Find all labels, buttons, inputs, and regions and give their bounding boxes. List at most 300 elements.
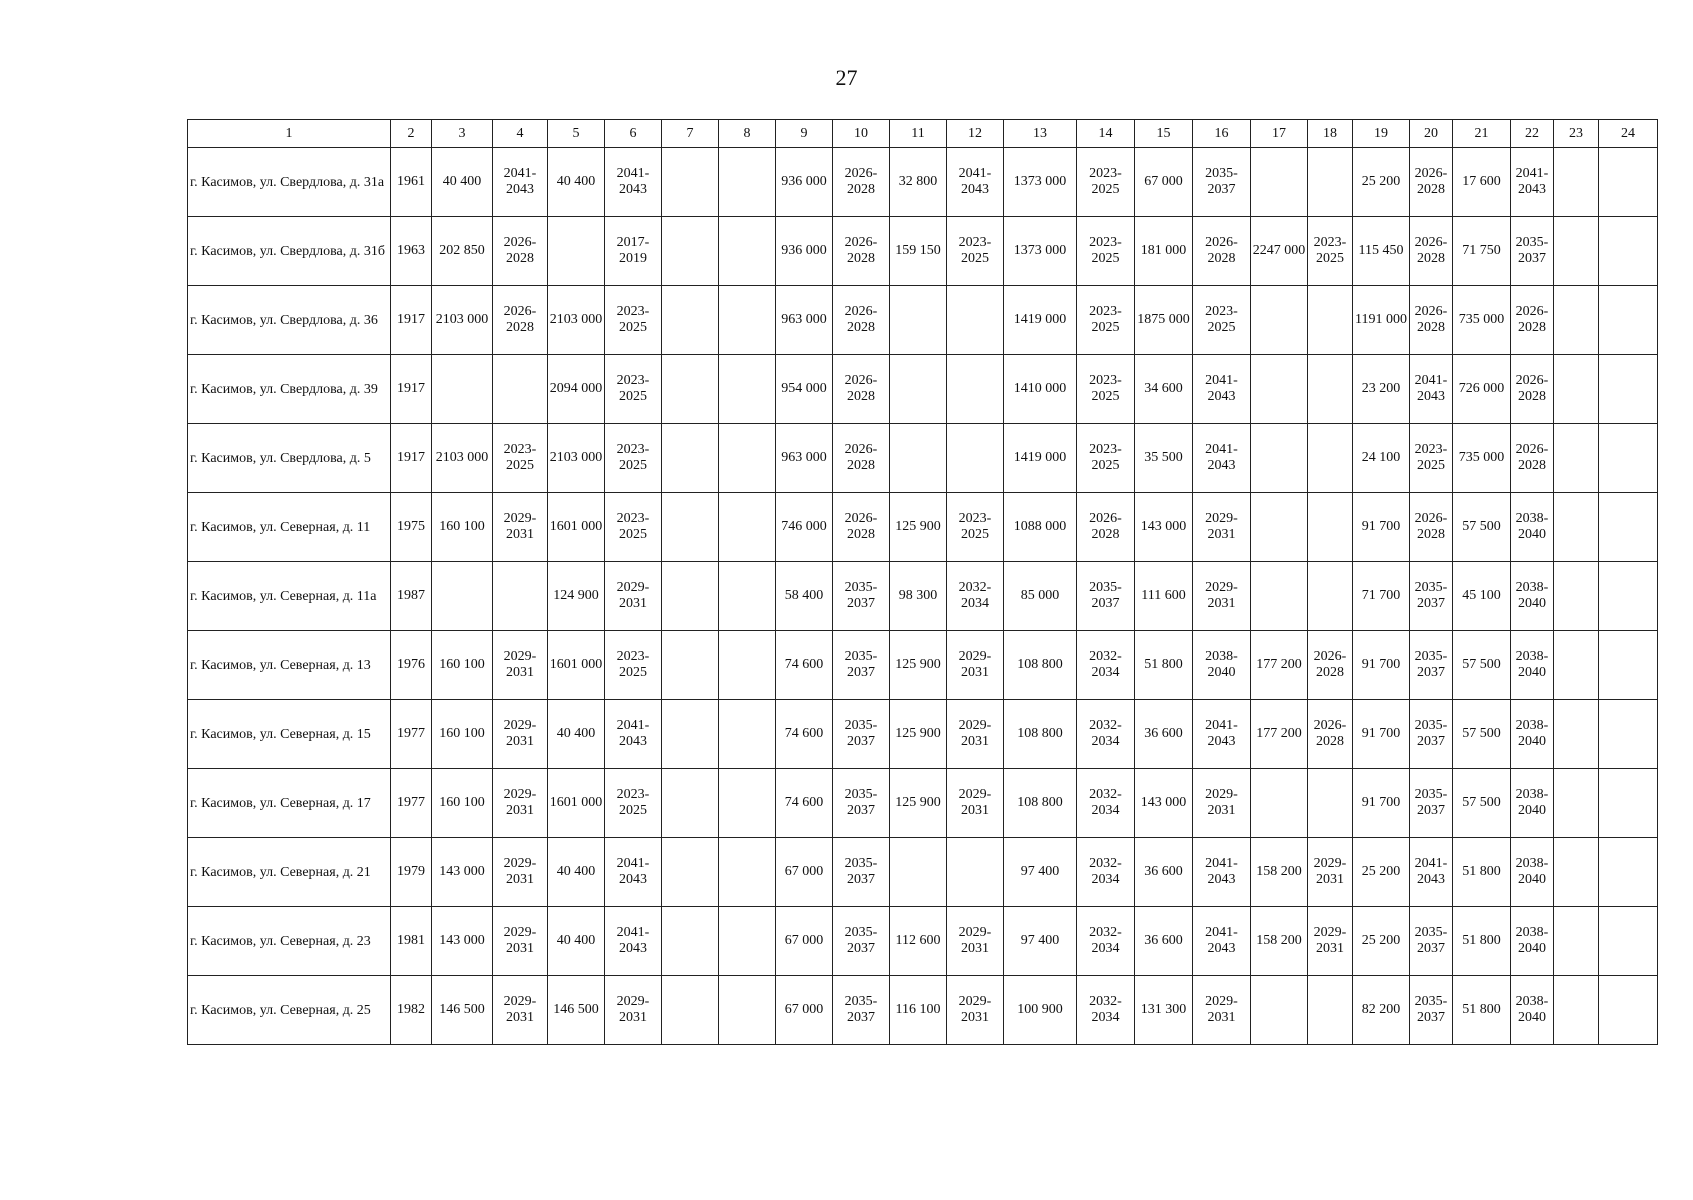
table-cell: 2035-2037 [1193,148,1251,217]
table-cell [493,355,548,424]
table-cell: 2026-2028 [833,217,890,286]
table-cell [1308,424,1353,493]
table-cell: 2035-2037 [833,769,890,838]
table-cell: 1601 000 [548,769,605,838]
table-cell [719,838,776,907]
table-cell: 40 400 [548,700,605,769]
table-cell: 2041-2043 [1410,355,1453,424]
table-cell: 36 600 [1135,907,1193,976]
table-cell: 71 750 [1453,217,1511,286]
table-cell: 2247 000 [1251,217,1308,286]
table-cell [1554,424,1599,493]
table-cell [1554,907,1599,976]
table-cell: 2038-2040 [1511,907,1554,976]
table-cell: 2032-2034 [1077,907,1135,976]
table-cell: 2032-2034 [1077,976,1135,1045]
table-cell: 67 000 [776,907,833,976]
table-cell: 2038-2040 [1511,769,1554,838]
table-cell [1251,424,1308,493]
table-cell: 32 800 [890,148,947,217]
column-header: 24 [1599,120,1658,148]
table-cell: 2026-2028 [1308,631,1353,700]
table-cell: 51 800 [1453,838,1511,907]
table-cell: 2023-2025 [605,286,662,355]
table-cell: 2023-2025 [1193,286,1251,355]
table-cell: 2041-2043 [1193,907,1251,976]
table-cell: 2029-2031 [493,769,548,838]
column-header: 19 [1353,120,1410,148]
table-cell: 57 500 [1453,631,1511,700]
table-cell: 2023-2025 [493,424,548,493]
table-cell: 2038-2040 [1511,838,1554,907]
table-cell: 2023-2025 [605,355,662,424]
table-cell [719,493,776,562]
table-cell: 2035-2037 [833,562,890,631]
table-body [188,148,1658,1045]
table-cell: 112 600 [890,907,947,976]
table-cell: 85 000 [1004,562,1077,631]
table-cell: 177 200 [1251,700,1308,769]
table-cell: 2029-2031 [493,700,548,769]
table-cell: 2029-2031 [493,493,548,562]
table-cell: 2023-2025 [605,493,662,562]
table-cell: 2035-2037 [1410,976,1453,1045]
column-header: 2 [391,120,432,148]
table-cell: 2041-2043 [605,907,662,976]
table-cell: 1977 [391,769,432,838]
table-cell: 2026-2028 [493,217,548,286]
table-cell: 963 000 [776,286,833,355]
column-header: 16 [1193,120,1251,148]
table-cell: 2035-2037 [1410,562,1453,631]
table-cell [1599,907,1658,976]
table-cell [1308,355,1353,424]
table-cell: 91 700 [1353,631,1410,700]
table-row [188,907,1658,976]
table-cell [947,838,1004,907]
table-cell: 1373 000 [1004,148,1077,217]
table-cell: 2041-2043 [605,838,662,907]
table-cell [890,355,947,424]
table-cell [1599,976,1658,1045]
table-row [188,286,1658,355]
table-cell [1251,562,1308,631]
table-cell: 125 900 [890,493,947,562]
table-cell: 2041-2043 [1193,424,1251,493]
table-cell: 2023-2025 [605,769,662,838]
table-cell: 97 400 [1004,907,1077,976]
table-cell: 2023-2025 [1077,217,1135,286]
table-cell: 2029-2031 [493,631,548,700]
table-cell [1308,286,1353,355]
table-cell: 100 900 [1004,976,1077,1045]
table-cell: 57 500 [1453,700,1511,769]
table-cell: 45 100 [1453,562,1511,631]
table-cell: 2035-2037 [1410,700,1453,769]
table-cell: 2026-2028 [833,424,890,493]
table-cell [662,493,719,562]
table-cell: 98 300 [890,562,947,631]
table-cell [1599,700,1658,769]
table-cell: 111 600 [1135,562,1193,631]
table-cell: 143 000 [432,838,493,907]
table-cell: 158 200 [1251,907,1308,976]
table-cell: 58 400 [776,562,833,631]
table-cell: 2029-2031 [1308,907,1353,976]
table-cell: 2023-2025 [1077,148,1135,217]
table-cell: 25 200 [1353,148,1410,217]
table-cell [548,217,605,286]
address-cell: г. Касимов, ул. Свердлова, д. 39 [188,355,391,424]
table-cell: 146 500 [548,976,605,1045]
address-cell: г. Касимов, ул. Свердлова, д. 31а [188,148,391,217]
table-row [188,355,1658,424]
column-header: 23 [1554,120,1599,148]
table-cell [662,907,719,976]
table-cell: 160 100 [432,493,493,562]
table-cell: 1977 [391,700,432,769]
table-cell: 2041-2043 [1410,838,1453,907]
table-cell: 35 500 [1135,424,1193,493]
table-cell [1251,355,1308,424]
table-cell [719,631,776,700]
table-cell: 2026-2028 [1410,148,1453,217]
table-cell: 36 600 [1135,700,1193,769]
table-cell: 40 400 [432,148,493,217]
table-cell [1251,493,1308,562]
table-cell: 74 600 [776,631,833,700]
table-cell [662,562,719,631]
table-cell: 2029-2031 [1193,976,1251,1045]
table-cell: 67 000 [776,976,833,1045]
table-cell: 51 800 [1453,976,1511,1045]
table-cell: 2026-2028 [833,355,890,424]
table-cell: 160 100 [432,631,493,700]
table-cell [719,355,776,424]
table-cell: 2023-2025 [1308,217,1353,286]
address-cell: г. Касимов, ул. Свердлова, д. 31б [188,217,391,286]
address-cell: г. Касимов, ул. Северная, д. 25 [188,976,391,1045]
table-cell: 1987 [391,562,432,631]
table-cell: 2029-2031 [1193,493,1251,562]
table-row [188,976,1658,1045]
table-cell: 2026-2028 [1193,217,1251,286]
table-cell [1554,838,1599,907]
table-cell: 746 000 [776,493,833,562]
header-row [188,120,1658,148]
table-cell: 2029-2031 [947,769,1004,838]
table-cell: 1961 [391,148,432,217]
table-cell [662,700,719,769]
table-row [188,217,1658,286]
table-cell: 202 850 [432,217,493,286]
table-cell: 936 000 [776,217,833,286]
column-header: 21 [1453,120,1511,148]
column-header: 14 [1077,120,1135,148]
table-cell: 2035-2037 [1511,217,1554,286]
table-cell: 1976 [391,631,432,700]
table-cell [1554,355,1599,424]
address-cell: г. Касимов, ул. Свердлова, д. 5 [188,424,391,493]
table-cell: 1975 [391,493,432,562]
table-cell: 2026-2028 [1410,217,1453,286]
table-cell [1554,217,1599,286]
table-cell [719,907,776,976]
table-cell: 2041-2043 [1511,148,1554,217]
address-cell: г. Касимов, ул. Северная, д. 23 [188,907,391,976]
table-cell: 2029-2031 [1308,838,1353,907]
table-cell [719,562,776,631]
address-cell: г. Касимов, ул. Северная, д. 17 [188,769,391,838]
table-cell: 91 700 [1353,493,1410,562]
table-cell: 2103 000 [432,286,493,355]
table-cell: 91 700 [1353,700,1410,769]
table-cell: 2035-2037 [1410,631,1453,700]
table-cell: 1601 000 [548,631,605,700]
table-cell: 726 000 [1453,355,1511,424]
table-cell [1251,286,1308,355]
table-cell: 2041-2043 [1193,355,1251,424]
column-header: 8 [719,120,776,148]
table-cell [662,424,719,493]
table-cell: 2026-2028 [1410,286,1453,355]
table-cell: 24 100 [1353,424,1410,493]
table-cell [890,424,947,493]
table-row [188,769,1658,838]
table-cell: 1981 [391,907,432,976]
table-cell: 1917 [391,355,432,424]
table-cell [1599,769,1658,838]
table-cell: 2029-2031 [493,838,548,907]
table-row [188,700,1658,769]
table-cell [1599,355,1658,424]
table-cell [890,838,947,907]
table-cell [1308,769,1353,838]
table-cell: 40 400 [548,838,605,907]
table-cell [662,631,719,700]
table-cell: 2029-2031 [493,907,548,976]
table-cell: 2029-2031 [1193,562,1251,631]
column-header: 9 [776,120,833,148]
table-cell: 2029-2031 [605,976,662,1045]
table-cell [1599,286,1658,355]
table-cell: 23 200 [1353,355,1410,424]
table-cell [1251,976,1308,1045]
table-cell: 125 900 [890,769,947,838]
table-cell: 2041-2043 [1193,700,1251,769]
table-row [188,631,1658,700]
table-cell: 2026-2028 [833,148,890,217]
table-cell: 2029-2031 [947,907,1004,976]
table-cell [662,286,719,355]
table-cell: 97 400 [1004,838,1077,907]
table-cell: 2026-2028 [1077,493,1135,562]
table-cell: 2094 000 [548,355,605,424]
table-cell: 2038-2040 [1193,631,1251,700]
table-cell [662,355,719,424]
address-cell: г. Касимов, ул. Северная, д. 11 [188,493,391,562]
page-number: 27 [835,65,858,90]
table-cell: 2023-2025 [1410,424,1453,493]
table-cell: 2035-2037 [1410,769,1453,838]
table-cell: 2041-2043 [605,148,662,217]
table-cell: 143 000 [1135,769,1193,838]
table-cell [1554,631,1599,700]
table-cell: 1875 000 [1135,286,1193,355]
table-cell [1308,493,1353,562]
address-cell: г. Касимов, ул. Северная, д. 21 [188,838,391,907]
table-cell: 125 900 [890,631,947,700]
table-cell [1599,493,1658,562]
table-cell: 36 600 [1135,838,1193,907]
table-row [188,562,1658,631]
table-cell: 160 100 [432,700,493,769]
address-cell: г. Касимов, ул. Свердлова, д. 36 [188,286,391,355]
table-cell: 2032-2034 [1077,838,1135,907]
table-row [188,493,1658,562]
table-cell: 143 000 [432,907,493,976]
table-cell: 57 500 [1453,769,1511,838]
table-cell: 2023-2025 [605,424,662,493]
table-cell: 2041-2043 [493,148,548,217]
table-cell [1554,148,1599,217]
column-header: 5 [548,120,605,148]
table-cell [719,700,776,769]
table-cell: 2038-2040 [1511,631,1554,700]
table-cell [1308,976,1353,1045]
table-cell: 146 500 [432,976,493,1045]
table-cell: 34 600 [1135,355,1193,424]
table-cell [1599,838,1658,907]
table-cell: 2023-2025 [947,217,1004,286]
table-cell: 143 000 [1135,493,1193,562]
column-header: 18 [1308,120,1353,148]
table-row [188,838,1658,907]
table-cell [1554,562,1599,631]
table-cell: 159 150 [890,217,947,286]
table-cell [1599,217,1658,286]
table-cell: 2026-2028 [493,286,548,355]
table-cell: 71 700 [1353,562,1410,631]
table-cell [1251,148,1308,217]
table-cell: 2026-2028 [833,493,890,562]
column-header: 22 [1511,120,1554,148]
table-cell [662,769,719,838]
table-cell [493,562,548,631]
table-cell: 2032-2034 [1077,631,1135,700]
table-cell [719,976,776,1045]
table-cell [662,148,719,217]
table-cell: 2035-2037 [833,631,890,700]
table-cell: 124 900 [548,562,605,631]
column-header: 10 [833,120,890,148]
address-cell: г. Касимов, ул. Северная, д. 11а [188,562,391,631]
column-header: 6 [605,120,662,148]
table-cell: 2023-2025 [1077,286,1135,355]
column-header: 15 [1135,120,1193,148]
table-cell [1554,700,1599,769]
table-cell: 1601 000 [548,493,605,562]
table-cell: 2035-2037 [1410,907,1453,976]
table-cell: 1982 [391,976,432,1045]
table-cell: 954 000 [776,355,833,424]
table-cell [719,424,776,493]
table-cell [1308,562,1353,631]
table-row [188,424,1658,493]
table-cell [432,562,493,631]
table-cell [1599,562,1658,631]
table-cell: 2035-2037 [833,838,890,907]
column-header: 1 [188,120,391,148]
table-cell [719,769,776,838]
table-cell: 51 800 [1135,631,1193,700]
table-cell: 1373 000 [1004,217,1077,286]
capital-repair-table [187,119,1658,1045]
column-header: 20 [1410,120,1453,148]
column-header: 3 [432,120,493,148]
table-cell: 25 200 [1353,838,1410,907]
table-cell [1599,424,1658,493]
table-cell [719,148,776,217]
table-cell: 125 900 [890,700,947,769]
table-cell: 2026-2028 [1308,700,1353,769]
table-cell: 2103 000 [548,424,605,493]
table-cell: 158 200 [1251,838,1308,907]
column-header: 11 [890,120,947,148]
table-cell: 936 000 [776,148,833,217]
table-cell: 2035-2037 [833,700,890,769]
table-cell [432,355,493,424]
column-header: 13 [1004,120,1077,148]
table-cell [1554,493,1599,562]
column-header: 7 [662,120,719,148]
table-cell: 51 800 [1453,907,1511,976]
table-cell: 2038-2040 [1511,976,1554,1045]
table-cell: 108 800 [1004,631,1077,700]
table-cell: 2023-2025 [947,493,1004,562]
table-cell: 2029-2031 [1193,769,1251,838]
table-row [188,148,1658,217]
table-cell: 1963 [391,217,432,286]
table-cell: 2038-2040 [1511,700,1554,769]
table-cell: 1410 000 [1004,355,1077,424]
table-cell [1599,631,1658,700]
table-cell: 1979 [391,838,432,907]
table-cell: 2023-2025 [1077,355,1135,424]
table-cell: 2103 000 [548,286,605,355]
table-cell: 2103 000 [432,424,493,493]
table-cell [947,424,1004,493]
table-cell: 74 600 [776,700,833,769]
table-cell [890,286,947,355]
table-cell: 2029-2031 [947,976,1004,1045]
table-cell: 2026-2028 [1511,286,1554,355]
table-cell: 1419 000 [1004,286,1077,355]
table-cell: 160 100 [432,769,493,838]
table-cell: 108 800 [1004,769,1077,838]
table-cell [1251,769,1308,838]
table-cell: 1191 000 [1353,286,1410,355]
table-cell: 40 400 [548,148,605,217]
table-cell [947,286,1004,355]
table-cell: 2023-2025 [605,631,662,700]
table-cell: 2032-2034 [1077,700,1135,769]
table-cell [1554,286,1599,355]
table-cell: 2026-2028 [1410,493,1453,562]
table-cell: 181 000 [1135,217,1193,286]
table-cell: 2026-2028 [1511,355,1554,424]
table-cell: 115 450 [1353,217,1410,286]
